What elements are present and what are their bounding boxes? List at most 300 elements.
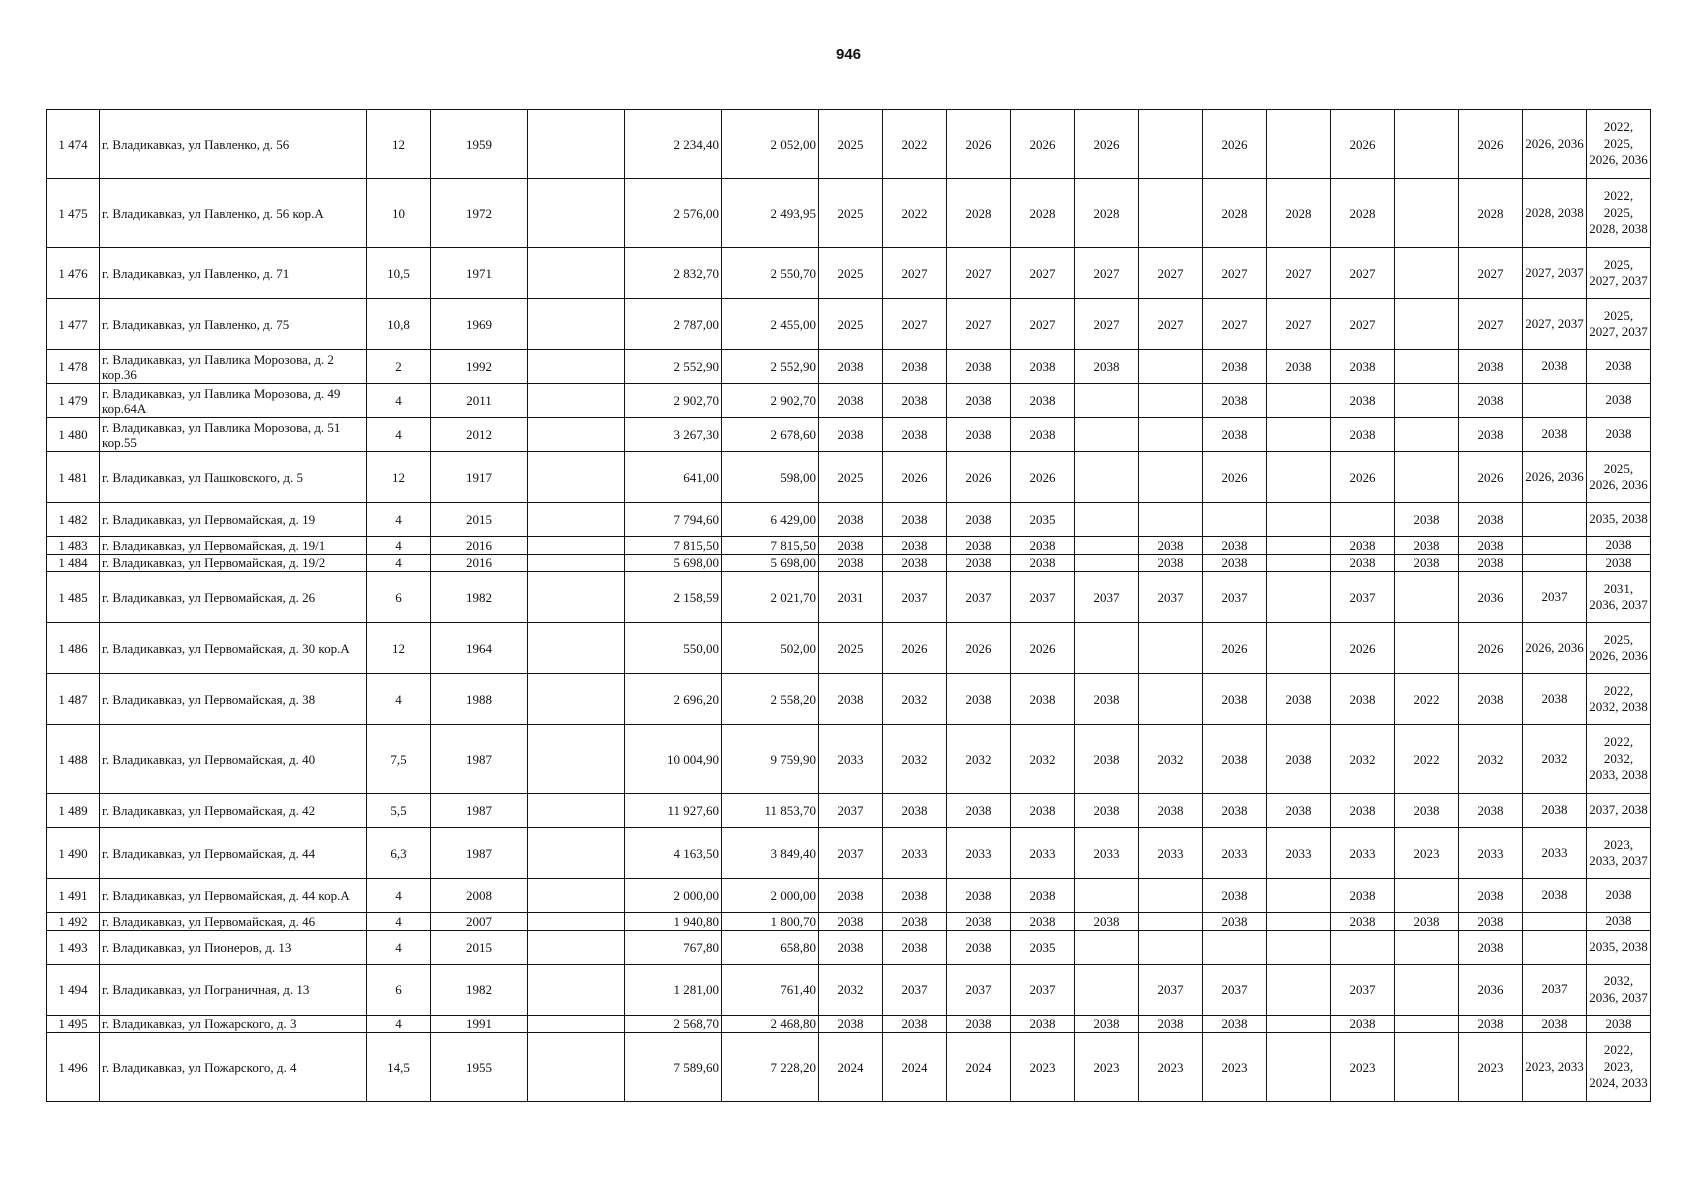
work-year-cell: 2038: [1459, 930, 1523, 964]
work-year-cell: [1267, 913, 1331, 931]
work-year-cell: 2033: [1203, 828, 1267, 879]
work-year-cell: 2027, 2037: [1523, 299, 1587, 350]
work-year-cell: 2026: [1203, 110, 1267, 179]
work-year-cell: 2038: [883, 879, 947, 913]
work-year-cell: 2038: [1075, 1015, 1139, 1033]
total-area-cell: 7 794,60: [625, 503, 722, 537]
work-year-cell: 2026: [947, 452, 1011, 503]
work-year-cell: 2038: [1523, 794, 1587, 828]
work-year-cell: 2038: [1395, 794, 1459, 828]
floors-cell: 4: [367, 930, 431, 964]
work-year-cell: [1267, 418, 1331, 452]
work-year-cell: 2038: [1139, 554, 1203, 572]
row-number: 1 481: [47, 452, 100, 503]
work-year-cell: 2038: [1139, 1015, 1203, 1033]
total-area-cell: 7 815,50: [625, 537, 722, 555]
work-year-cell: 2038: [1331, 350, 1395, 384]
empty-cell: [528, 879, 625, 913]
work-year-cell: [1267, 572, 1331, 623]
address-cell: г. Владикавказ, ул Пионеров, д. 13: [100, 930, 367, 964]
work-year-cell: 2037: [819, 828, 883, 879]
empty-cell: [528, 110, 625, 179]
work-year-cell: 2033: [1075, 828, 1139, 879]
work-year-cell: 2038: [947, 930, 1011, 964]
work-year-cell: 2038: [1459, 554, 1523, 572]
floors-cell: 10: [367, 179, 431, 248]
work-year-cell: 2038: [1011, 537, 1075, 555]
work-year-cell: 2023: [1331, 1033, 1395, 1102]
floors-cell: 4: [367, 418, 431, 452]
work-year-cell: 2038: [1331, 537, 1395, 555]
work-year-cell: [1395, 1033, 1459, 1102]
address-cell: г. Владикавказ, ул Павленко, д. 71: [100, 248, 367, 299]
work-year-cell: 2027: [1075, 248, 1139, 299]
build-year-cell: 2016: [431, 537, 528, 555]
address-cell: г. Владикавказ, ул Павлика Морозова, д. 51 кор.55: [100, 418, 367, 452]
work-year-cell: 2028: [1203, 179, 1267, 248]
table-row: [47, 725, 1651, 794]
work-year-cell: 2026: [1331, 623, 1395, 674]
work-year-cell: 2038: [1459, 674, 1523, 725]
address-cell: г. Владикавказ, ул Первомайская, д. 38: [100, 674, 367, 725]
work-year-cell: 2033: [819, 725, 883, 794]
summary-years-cell: 2038: [1587, 537, 1651, 555]
empty-cell: [528, 828, 625, 879]
work-year-cell: 2035: [1011, 930, 1075, 964]
work-year-cell: [1395, 964, 1459, 1015]
work-year-cell: 2032: [947, 725, 1011, 794]
work-year-cell: 2026, 2036: [1523, 110, 1587, 179]
empty-cell: [528, 299, 625, 350]
work-year-cell: 2024: [819, 1033, 883, 1102]
summary-years-cell: 2038: [1587, 1015, 1651, 1033]
work-year-cell: 2027: [1459, 299, 1523, 350]
build-year-cell: 1917: [431, 452, 528, 503]
summary-years-cell: 2038: [1587, 913, 1651, 931]
work-year-cell: 2038: [947, 913, 1011, 931]
work-year-cell: [1139, 418, 1203, 452]
work-year-cell: [1395, 1015, 1459, 1033]
work-year-cell: 2032: [1139, 725, 1203, 794]
empty-cell: [528, 418, 625, 452]
work-year-cell: 2033: [1011, 828, 1075, 879]
work-year-cell: 2025: [819, 248, 883, 299]
work-year-cell: [1139, 913, 1203, 931]
row-number: 1 485: [47, 572, 100, 623]
work-year-cell: 2038: [1459, 418, 1523, 452]
work-year-cell: 2038: [1203, 674, 1267, 725]
address-cell: г. Владикавказ, ул Первомайская, д. 40: [100, 725, 367, 794]
work-year-cell: 2027: [1139, 248, 1203, 299]
work-year-cell: [1075, 537, 1139, 555]
work-year-cell: [1075, 503, 1139, 537]
work-year-cell: [1139, 384, 1203, 418]
table-row: [47, 623, 1651, 674]
work-year-cell: 2037: [1523, 572, 1587, 623]
empty-cell: [528, 674, 625, 725]
work-year-cell: 2038: [819, 879, 883, 913]
work-year-cell: [1395, 879, 1459, 913]
work-year-cell: 2038: [947, 503, 1011, 537]
build-year-cell: 1969: [431, 299, 528, 350]
total-area-cell: 2 576,00: [625, 179, 722, 248]
work-year-cell: 2026: [883, 452, 947, 503]
floors-cell: 4: [367, 1015, 431, 1033]
work-year-cell: 2033: [1331, 828, 1395, 879]
work-year-cell: [1139, 623, 1203, 674]
work-year-cell: [1139, 179, 1203, 248]
work-year-cell: 2026: [1075, 110, 1139, 179]
work-year-cell: 2037: [1523, 964, 1587, 1015]
living-area-cell: 3 849,40: [722, 828, 819, 879]
work-year-cell: 2023: [1075, 1033, 1139, 1102]
living-area-cell: 2 558,20: [722, 674, 819, 725]
empty-cell: [528, 913, 625, 931]
work-year-cell: 2038: [1331, 794, 1395, 828]
work-year-cell: 2038: [947, 418, 1011, 452]
summary-years-cell: 2035, 2038: [1587, 930, 1651, 964]
work-year-cell: 2038: [1203, 554, 1267, 572]
work-year-cell: [1139, 879, 1203, 913]
table-row: [47, 794, 1651, 828]
work-year-cell: 2035: [1011, 503, 1075, 537]
summary-years-cell: 2038: [1587, 418, 1651, 452]
table-row: [47, 418, 1651, 452]
work-year-cell: 2027: [883, 299, 947, 350]
work-year-cell: 2038: [1395, 554, 1459, 572]
address-cell: г. Владикавказ, ул Первомайская, д. 46: [100, 913, 367, 931]
work-year-cell: 2037: [1203, 964, 1267, 1015]
floors-cell: 4: [367, 554, 431, 572]
row-number: 1 479: [47, 384, 100, 418]
living-area-cell: 7 815,50: [722, 537, 819, 555]
address-cell: г. Владикавказ, ул Павленко, д. 75: [100, 299, 367, 350]
work-year-cell: 2037: [1331, 572, 1395, 623]
work-year-cell: 2036: [1459, 964, 1523, 1015]
address-cell: г. Владикавказ, ул Первомайская, д. 44: [100, 828, 367, 879]
work-year-cell: 2038: [883, 913, 947, 931]
row-number: 1 494: [47, 964, 100, 1015]
living-area-cell: 761,40: [722, 964, 819, 1015]
work-year-cell: 2027: [1011, 248, 1075, 299]
build-year-cell: 2015: [431, 503, 528, 537]
work-year-cell: [1203, 930, 1267, 964]
address-cell: г. Владикавказ, ул Павлика Морозова, д. 2 кор.36: [100, 350, 367, 384]
work-year-cell: 2038: [1267, 674, 1331, 725]
row-number: 1 488: [47, 725, 100, 794]
work-year-cell: 2033: [1139, 828, 1203, 879]
work-year-cell: [1523, 503, 1587, 537]
work-year-cell: [1075, 879, 1139, 913]
table-row: [47, 964, 1651, 1015]
work-year-cell: 2038: [947, 879, 1011, 913]
work-year-cell: 2023: [1011, 1033, 1075, 1102]
floors-cell: 2: [367, 350, 431, 384]
total-area-cell: 2 234,40: [625, 110, 722, 179]
summary-years-cell: 2022, 2032, 2033, 2038: [1587, 725, 1651, 794]
empty-cell: [528, 725, 625, 794]
floors-cell: 6: [367, 964, 431, 1015]
work-year-cell: 2027: [1459, 248, 1523, 299]
table-body: [47, 110, 1651, 1102]
work-year-cell: 2022: [883, 179, 947, 248]
work-year-cell: 2037: [819, 794, 883, 828]
work-year-cell: 2038: [819, 674, 883, 725]
work-year-cell: 2027: [1267, 299, 1331, 350]
work-year-cell: 2027: [1203, 299, 1267, 350]
work-year-cell: 2033: [1267, 828, 1331, 879]
work-year-cell: 2026, 2036: [1523, 452, 1587, 503]
work-year-cell: 2027: [1139, 299, 1203, 350]
work-year-cell: 2038: [947, 1015, 1011, 1033]
empty-cell: [528, 964, 625, 1015]
work-year-cell: [1075, 384, 1139, 418]
row-number: 1 491: [47, 879, 100, 913]
work-year-cell: 2027: [1267, 248, 1331, 299]
row-number: 1 482: [47, 503, 100, 537]
summary-years-cell: 2037, 2038: [1587, 794, 1651, 828]
page-number: 946: [835, 46, 862, 63]
summary-years-cell: 2038: [1587, 384, 1651, 418]
total-area-cell: 7 589,60: [625, 1033, 722, 1102]
table-row: [47, 1015, 1651, 1033]
build-year-cell: 1964: [431, 623, 528, 674]
work-year-cell: 2026: [1203, 452, 1267, 503]
work-year-cell: 2038: [1523, 674, 1587, 725]
floors-cell: 4: [367, 913, 431, 931]
total-area-cell: 2 568,70: [625, 1015, 722, 1033]
work-year-cell: 2023: [1459, 1033, 1523, 1102]
empty-cell: [528, 452, 625, 503]
work-year-cell: 2038: [1267, 794, 1331, 828]
row-number: 1 489: [47, 794, 100, 828]
work-year-cell: 2038: [1523, 1015, 1587, 1033]
work-year-cell: 2037: [1203, 572, 1267, 623]
build-year-cell: 1991: [431, 1015, 528, 1033]
work-year-cell: [1139, 674, 1203, 725]
floors-cell: 12: [367, 623, 431, 674]
work-year-cell: 2038: [883, 350, 947, 384]
work-year-cell: 2038: [1523, 350, 1587, 384]
work-year-cell: [1075, 418, 1139, 452]
address-cell: г. Владикавказ, ул Первомайская, д. 44 кор.А: [100, 879, 367, 913]
work-year-cell: 2033: [1459, 828, 1523, 879]
work-year-cell: 2038: [947, 350, 1011, 384]
empty-cell: [528, 930, 625, 964]
work-year-cell: 2038: [1203, 418, 1267, 452]
work-year-cell: [1395, 384, 1459, 418]
work-year-cell: 2037: [883, 964, 947, 1015]
work-year-cell: 2038: [1459, 384, 1523, 418]
table-row: [47, 879, 1651, 913]
work-year-cell: 2038: [883, 554, 947, 572]
work-year-cell: 2032: [883, 725, 947, 794]
build-year-cell: 1972: [431, 179, 528, 248]
living-area-cell: 1 800,70: [722, 913, 819, 931]
work-year-cell: 2026: [947, 110, 1011, 179]
work-year-cell: 2038: [883, 384, 947, 418]
work-year-cell: 2038: [1331, 384, 1395, 418]
work-year-cell: [1267, 452, 1331, 503]
work-year-cell: 2026: [1011, 452, 1075, 503]
work-year-cell: 2033: [947, 828, 1011, 879]
empty-cell: [528, 554, 625, 572]
address-cell: г. Владикавказ, ул Павлика Морозова, д. 49 кор.64А: [100, 384, 367, 418]
table-row: [47, 572, 1651, 623]
work-year-cell: 2025: [819, 179, 883, 248]
work-year-cell: 2038: [1459, 794, 1523, 828]
work-year-cell: 2038: [947, 384, 1011, 418]
empty-cell: [528, 248, 625, 299]
work-year-cell: 2022: [1395, 674, 1459, 725]
work-year-cell: 2038: [947, 537, 1011, 555]
table-row: [47, 110, 1651, 179]
work-year-cell: 2038: [1331, 1015, 1395, 1033]
work-year-cell: 2032: [1459, 725, 1523, 794]
work-year-cell: [1267, 930, 1331, 964]
total-area-cell: 767,80: [625, 930, 722, 964]
work-year-cell: 2038: [1011, 418, 1075, 452]
work-year-cell: 2038: [947, 554, 1011, 572]
work-year-cell: 2038: [1331, 879, 1395, 913]
build-year-cell: 1971: [431, 248, 528, 299]
row-number: 1 492: [47, 913, 100, 931]
work-year-cell: 2026: [1011, 623, 1075, 674]
living-area-cell: 2 468,80: [722, 1015, 819, 1033]
table-row: [47, 913, 1651, 931]
empty-cell: [528, 503, 625, 537]
row-number: 1 475: [47, 179, 100, 248]
summary-years-cell: 2025, 2026, 2036: [1587, 623, 1651, 674]
work-year-cell: [1203, 503, 1267, 537]
work-year-cell: 2038: [1267, 725, 1331, 794]
table-row: [47, 350, 1651, 384]
work-year-cell: [1523, 930, 1587, 964]
work-year-cell: [1395, 623, 1459, 674]
work-year-cell: [1395, 350, 1459, 384]
work-year-cell: 2027: [883, 248, 947, 299]
work-year-cell: 2033: [883, 828, 947, 879]
work-year-cell: 2038: [1331, 418, 1395, 452]
work-year-cell: [1139, 350, 1203, 384]
work-year-cell: 2038: [883, 930, 947, 964]
work-year-cell: 2025: [819, 623, 883, 674]
work-year-cell: 2028: [1331, 179, 1395, 248]
work-year-cell: 2032: [1011, 725, 1075, 794]
work-year-cell: 2038: [1459, 503, 1523, 537]
work-year-cell: 2026: [1011, 110, 1075, 179]
work-year-cell: 2037: [1139, 572, 1203, 623]
work-year-cell: 2026: [1459, 623, 1523, 674]
work-year-cell: 2023: [1139, 1033, 1203, 1102]
table-row: [47, 503, 1651, 537]
living-area-cell: 2 052,00: [722, 110, 819, 179]
work-year-cell: 2036: [1459, 572, 1523, 623]
work-year-cell: 2038: [1075, 674, 1139, 725]
living-area-cell: 2 455,00: [722, 299, 819, 350]
total-area-cell: 3 267,30: [625, 418, 722, 452]
work-year-cell: 2038: [883, 503, 947, 537]
housing-repair-schedule-table: [46, 109, 1651, 1102]
empty-cell: [528, 572, 625, 623]
work-year-cell: 2022: [1395, 725, 1459, 794]
floors-cell: 7,5: [367, 725, 431, 794]
work-year-cell: 2028: [1267, 179, 1331, 248]
work-year-cell: 2038: [1203, 913, 1267, 931]
address-cell: г. Владикавказ, ул Пограничная, д. 13: [100, 964, 367, 1015]
work-year-cell: [1395, 179, 1459, 248]
table-row: [47, 930, 1651, 964]
work-year-cell: 2038: [1011, 674, 1075, 725]
work-year-cell: [1075, 964, 1139, 1015]
build-year-cell: 1987: [431, 794, 528, 828]
table-row: [47, 179, 1651, 248]
work-year-cell: 2038: [819, 503, 883, 537]
work-year-cell: 2025: [819, 299, 883, 350]
address-cell: г. Владикавказ, ул Пашковского, д. 5: [100, 452, 367, 503]
work-year-cell: 2028: [1459, 179, 1523, 248]
empty-cell: [528, 623, 625, 674]
work-year-cell: 2038: [1203, 350, 1267, 384]
floors-cell: 5,5: [367, 794, 431, 828]
work-year-cell: 2038: [1075, 794, 1139, 828]
work-year-cell: 2037: [1075, 572, 1139, 623]
work-year-cell: 2038: [819, 930, 883, 964]
work-year-cell: 2028: [1075, 179, 1139, 248]
work-year-cell: 2038: [1203, 537, 1267, 555]
row-number: 1 478: [47, 350, 100, 384]
work-year-cell: [1395, 572, 1459, 623]
work-year-cell: 2032: [1523, 725, 1587, 794]
work-year-cell: 2027: [1203, 248, 1267, 299]
summary-years-cell: 2038: [1587, 554, 1651, 572]
work-year-cell: [1267, 879, 1331, 913]
floors-cell: 4: [367, 674, 431, 725]
work-year-cell: 2038: [1011, 554, 1075, 572]
work-year-cell: [1395, 930, 1459, 964]
table-row: [47, 1033, 1651, 1102]
work-year-cell: [1267, 1033, 1331, 1102]
work-year-cell: [1395, 418, 1459, 452]
build-year-cell: 2011: [431, 384, 528, 418]
build-year-cell: 1959: [431, 110, 528, 179]
work-year-cell: 2038: [1139, 537, 1203, 555]
work-year-cell: 2038: [883, 794, 947, 828]
work-year-cell: [1395, 248, 1459, 299]
address-cell: г. Владикавказ, ул Первомайская, д. 19/2: [100, 554, 367, 572]
work-year-cell: 2038: [1331, 554, 1395, 572]
address-cell: г. Владикавказ, ул Павленко, д. 56: [100, 110, 367, 179]
address-cell: г. Владикавказ, ул Павленко, д. 56 кор.А: [100, 179, 367, 248]
work-year-cell: 2038: [883, 418, 947, 452]
summary-years-cell: 2022, 2032, 2038: [1587, 674, 1651, 725]
work-year-cell: 2038: [1459, 537, 1523, 555]
living-area-cell: 502,00: [722, 623, 819, 674]
work-year-cell: 2026: [1331, 110, 1395, 179]
work-year-cell: 2038: [1011, 1015, 1075, 1033]
floors-cell: 4: [367, 537, 431, 555]
row-number: 1 493: [47, 930, 100, 964]
address-cell: г. Владикавказ, ул Первомайская, д. 26: [100, 572, 367, 623]
work-year-cell: 2037: [1139, 964, 1203, 1015]
living-area-cell: 7 228,20: [722, 1033, 819, 1102]
work-year-cell: 2038: [947, 674, 1011, 725]
address-cell: г. Владикавказ, ул Первомайская, д. 19: [100, 503, 367, 537]
table-row: [47, 674, 1651, 725]
living-area-cell: 11 853,70: [722, 794, 819, 828]
work-year-cell: 2023, 2033: [1523, 1033, 1587, 1102]
work-year-cell: 2038: [1395, 537, 1459, 555]
